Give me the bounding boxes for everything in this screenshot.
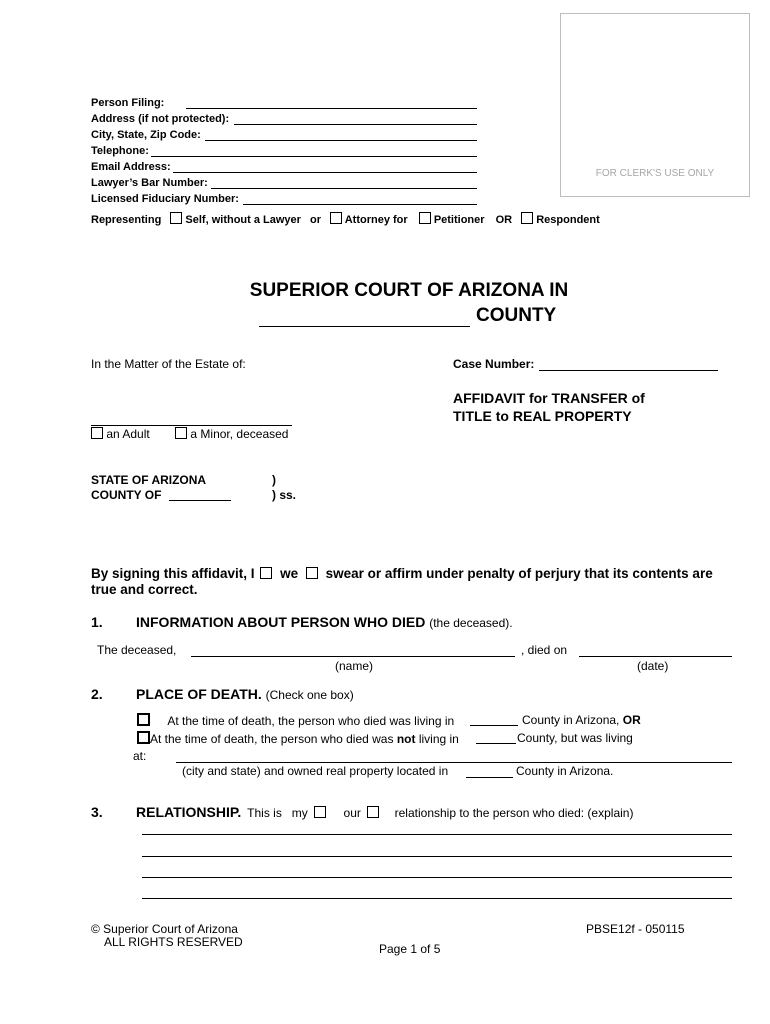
county-label: COUNTY xyxy=(476,305,557,326)
relationship-line-3[interactable] xyxy=(142,877,732,878)
option-2-text: At the time of death, the person who died was xyxy=(150,732,394,746)
option-1-suffix xyxy=(522,713,641,727)
death-date-line[interactable] xyxy=(579,656,732,657)
oath-text-a: By signing this affidavit, I xyxy=(91,566,255,581)
section-3-heading xyxy=(136,804,633,820)
section-3-number: 3. xyxy=(91,804,103,820)
we-label: we xyxy=(280,566,299,581)
or-label: or xyxy=(310,214,322,226)
email-line[interactable] xyxy=(173,172,477,173)
fiduciary-number-label: Licensed Fiduciary Number: xyxy=(91,193,239,205)
adult-label: an Adult xyxy=(106,427,150,441)
relationship-text: relationship to the person who died: (explain) xyxy=(394,806,634,820)
bar-number-label: Lawyer’s Bar Number: xyxy=(91,177,208,189)
not-living-in-arizona-checkbox[interactable] xyxy=(137,731,150,744)
petitioner-checkbox[interactable] xyxy=(419,212,431,224)
attorney-label: Attorney for xyxy=(344,214,408,226)
our-label: our xyxy=(343,806,361,820)
minor-checkbox[interactable] xyxy=(175,427,187,439)
clerks-use-box xyxy=(560,13,750,197)
name-caption: (name) xyxy=(335,659,374,673)
oath-line-2: true and correct. xyxy=(91,582,198,597)
county-of-line[interactable] xyxy=(169,500,231,501)
person-filing-label: Person Filing: xyxy=(91,97,165,109)
at-label: at: xyxy=(133,749,147,763)
date-caption: (date) xyxy=(637,659,669,673)
relationship-line-1[interactable] xyxy=(142,834,732,835)
fiduciary-number-line[interactable] xyxy=(243,204,477,205)
relationship-line-4[interactable] xyxy=(142,898,732,899)
section-1-note: (the deceased). xyxy=(429,616,513,630)
case-number-label: Case Number: xyxy=(453,357,535,371)
died-on-label: , died on xyxy=(521,643,568,657)
person-filing-line[interactable] xyxy=(186,108,477,109)
respondent-label: Respondent xyxy=(536,214,600,226)
relationship-line-2[interactable] xyxy=(142,856,732,857)
section-1-number: 1. xyxy=(91,614,103,630)
document-title-2: TITLE to REAL PROPERTY xyxy=(453,408,632,424)
section-2-note: (Check one box) xyxy=(265,688,354,702)
section-1-title: INFORMATION ABOUT PERSON WHO DIED xyxy=(136,614,426,630)
my-checkbox[interactable] xyxy=(314,806,326,818)
county-of-label: COUNTY OF xyxy=(91,488,162,502)
i-checkbox[interactable] xyxy=(260,567,272,579)
option-2-living-in: living in xyxy=(418,732,459,746)
county-name-line[interactable] xyxy=(259,326,470,327)
section-2-title: PLACE OF DEATH. xyxy=(136,686,262,702)
footer-rights: ALL RIGHTS RESERVED xyxy=(104,935,243,949)
respondent-checkbox[interactable] xyxy=(521,212,533,224)
state-label: STATE OF ARIZONA xyxy=(91,473,207,487)
our-checkbox[interactable] xyxy=(367,806,379,818)
representing-label: Representing xyxy=(91,214,162,226)
city-state-zip-line[interactable] xyxy=(205,140,477,141)
telephone-line[interactable] xyxy=(151,156,477,157)
decedent-name-line[interactable] xyxy=(91,425,292,426)
residence-line[interactable] xyxy=(176,762,732,763)
living-in-arizona-checkbox[interactable] xyxy=(137,713,150,726)
option-1-county-text: County in Arizona, xyxy=(522,713,620,727)
property-county-text: County in Arizona. xyxy=(516,764,614,778)
this-is-label: This is xyxy=(247,806,282,820)
adult-minor-row xyxy=(91,427,288,441)
city-state-text: (city and state) and owned real property located in xyxy=(182,764,449,778)
property-county-line[interactable] xyxy=(466,777,513,778)
footer-copyright: © Superior Court of Arizona xyxy=(91,922,238,936)
city-state-zip-label: City, State, Zip Code: xyxy=(91,129,201,141)
or-upper-label: OR xyxy=(495,214,513,226)
adult-checkbox[interactable] xyxy=(91,427,103,439)
option-2-suffix: County, but was living xyxy=(517,731,633,745)
case-number-line[interactable] xyxy=(539,370,718,371)
representing-row xyxy=(91,212,600,226)
clerks-use-label: FOR CLERK'S USE ONLY xyxy=(595,168,715,179)
bar-number-line[interactable] xyxy=(211,188,477,189)
section-2-number: 2. xyxy=(91,686,103,702)
telephone-label: Telephone: xyxy=(91,145,149,157)
option-1-county-line[interactable] xyxy=(470,725,518,726)
minor-label: a Minor, deceased xyxy=(190,427,289,441)
we-checkbox[interactable] xyxy=(306,567,318,579)
section-3-title: RELATIONSHIP. xyxy=(136,804,242,820)
option-2-county-line[interactable] xyxy=(476,743,516,744)
page-number: Page 1 of 5 xyxy=(379,942,441,956)
court-title: SUPERIOR COURT OF ARIZONA IN xyxy=(249,280,569,301)
place-option-2 xyxy=(137,731,459,746)
self-checkbox[interactable] xyxy=(170,212,182,224)
section-2-heading xyxy=(136,686,354,702)
address-line[interactable] xyxy=(234,124,477,125)
option-1-text: At the time of death, the person who died was living in xyxy=(167,714,455,728)
oath-line-1 xyxy=(91,566,713,581)
deceased-name-line[interactable] xyxy=(191,656,515,657)
place-option-1 xyxy=(137,713,454,728)
venue-paren: ) xyxy=(272,473,276,487)
email-label: Email Address: xyxy=(91,161,171,173)
my-label: my xyxy=(291,806,308,820)
address-label: Address (if not protected): xyxy=(91,113,230,125)
form-id: PBSE12f - 050115 xyxy=(586,922,685,936)
petitioner-label: Petitioner xyxy=(433,214,485,226)
attorney-checkbox[interactable] xyxy=(330,212,342,224)
option-1-or: OR xyxy=(622,713,641,727)
oath-text-b: swear or affirm under penalty of perjury that its contents are xyxy=(325,566,713,581)
venue-ss: ) ss. xyxy=(272,488,297,502)
document-title-1: AFFIDAVIT for TRANSFER of xyxy=(453,390,645,406)
section-1-heading xyxy=(136,614,513,630)
deceased-label: The deceased, xyxy=(97,643,177,657)
estate-label: In the Matter of the Estate of: xyxy=(91,357,246,371)
option-2-not: not xyxy=(396,732,416,746)
self-label: Self, without a Lawyer xyxy=(185,214,301,226)
